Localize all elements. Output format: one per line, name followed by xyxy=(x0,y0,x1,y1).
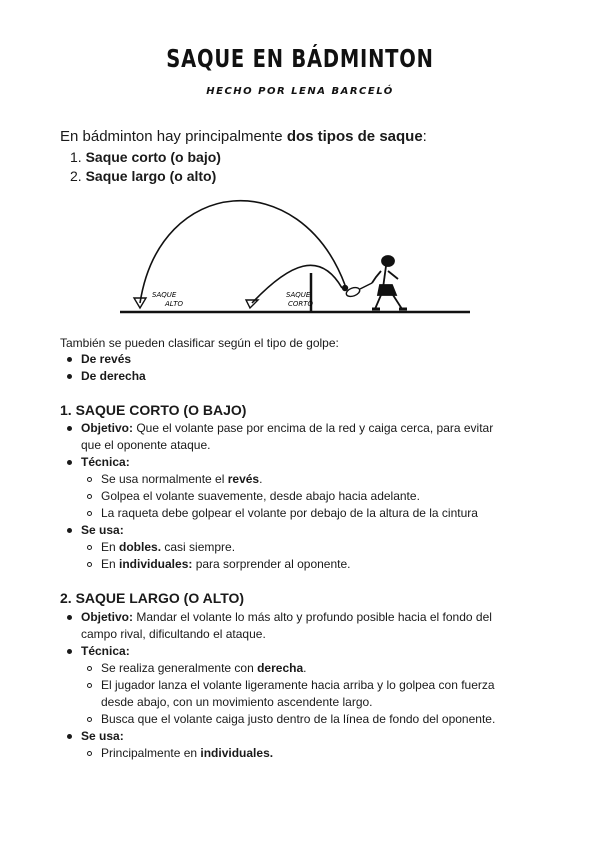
short-serve-arrow xyxy=(246,300,258,308)
serve-type-item xyxy=(70,149,221,165)
objective-line: campo rival, dificultando el ataque. xyxy=(81,627,266,641)
bullet-ring xyxy=(87,683,92,688)
player-figure xyxy=(372,256,407,309)
section-heading-long: 2. SAQUE LARGO (O ALTO) xyxy=(60,590,245,606)
intro-paragraph xyxy=(60,128,427,145)
technique-item: Golpea el volante suavemente, desde abajo hacia adelante. xyxy=(101,489,420,503)
classification-text: También se pueden clasificar según el tipo de golpe: xyxy=(60,336,339,350)
classification-item: De revés xyxy=(81,352,132,366)
page-title: SAQUE EN BÁDMINTON xyxy=(166,44,434,73)
bullet-dot xyxy=(67,734,72,739)
bullet-ring xyxy=(87,717,92,722)
bullet-dot xyxy=(67,460,72,465)
bullet-dot xyxy=(67,649,72,654)
short-serve-label: SAQUE xyxy=(286,291,311,299)
serve-type-item xyxy=(70,168,216,184)
bullet-dot xyxy=(67,357,72,362)
high-serve-label: ALTO xyxy=(165,300,183,308)
technique-label: Técnica: xyxy=(81,455,130,469)
intro-colon: : xyxy=(422,128,427,145)
usage-item: Principalmente en individuales. xyxy=(101,746,274,760)
usage-item: En individuales: para sorprender al oponente. xyxy=(101,557,351,571)
section-heading-short: 1. SAQUE CORTO (O BAJO) xyxy=(60,402,247,418)
bullet-dot xyxy=(67,615,72,620)
bullet-dot xyxy=(67,528,72,533)
serve-illustration xyxy=(0,185,600,325)
bullet-ring xyxy=(87,545,92,550)
high-serve-trajectory xyxy=(140,201,345,303)
usage-item: En dobles. casi siempre. xyxy=(101,540,236,554)
usage-label: Se usa: xyxy=(81,729,124,743)
intro-text: En bádminton hay principalmente xyxy=(60,128,287,145)
technique-item: Se usa normalmente el revés. xyxy=(101,472,263,486)
serve-type-number: 2. xyxy=(70,168,82,184)
technique-item-continued: desde abajo, con un movimiento ascendente largo. xyxy=(101,695,373,709)
bullet-ring xyxy=(87,494,92,499)
short-serve-label: CORTO xyxy=(288,300,314,308)
serve-type-label: Saque corto (o bajo) xyxy=(85,149,221,165)
serve-type-label: Saque largo (o alto) xyxy=(85,168,217,184)
objective-line: Objetivo: Que el volante pase por encima de la red y caiga cerca, para evitar xyxy=(81,421,494,435)
bullet-dot xyxy=(67,426,72,431)
technique-item: La raqueta debe golpear el volante por debajo de la altura de la cintura xyxy=(101,506,478,520)
technique-item: Se realiza generalmente con derecha. xyxy=(101,661,307,675)
objective-line: Objetivo: Mandar el volante lo más alto y profundo posible hacia el fondo del xyxy=(81,610,492,624)
author-subtitle: HECHO POR LENA BARCELÓ xyxy=(206,86,394,97)
bullet-ring xyxy=(87,511,92,516)
bullet-ring xyxy=(87,477,92,482)
racket-shuttle xyxy=(343,283,373,298)
high-serve-label: SAQUE xyxy=(152,291,177,299)
usage-label: Se usa: xyxy=(81,523,124,537)
bullet-ring xyxy=(87,562,92,567)
bullet-dot xyxy=(67,374,72,379)
intro-bold: dos tipos de saque xyxy=(286,128,423,145)
bullet-ring xyxy=(87,666,92,671)
objective-line: que el oponente ataque. xyxy=(81,438,211,452)
technique-label: Técnica: xyxy=(81,644,130,658)
technique-item: El jugador lanza el volante ligeramente hacia arriba y lo golpea con fuerza xyxy=(101,678,495,692)
bullet-ring xyxy=(87,751,92,756)
technique-item: Busca que el volante caiga justo dentro de la línea de fondo del oponente. xyxy=(101,712,496,726)
serve-type-number: 1. xyxy=(70,149,82,165)
classification-item: De derecha xyxy=(81,369,146,383)
